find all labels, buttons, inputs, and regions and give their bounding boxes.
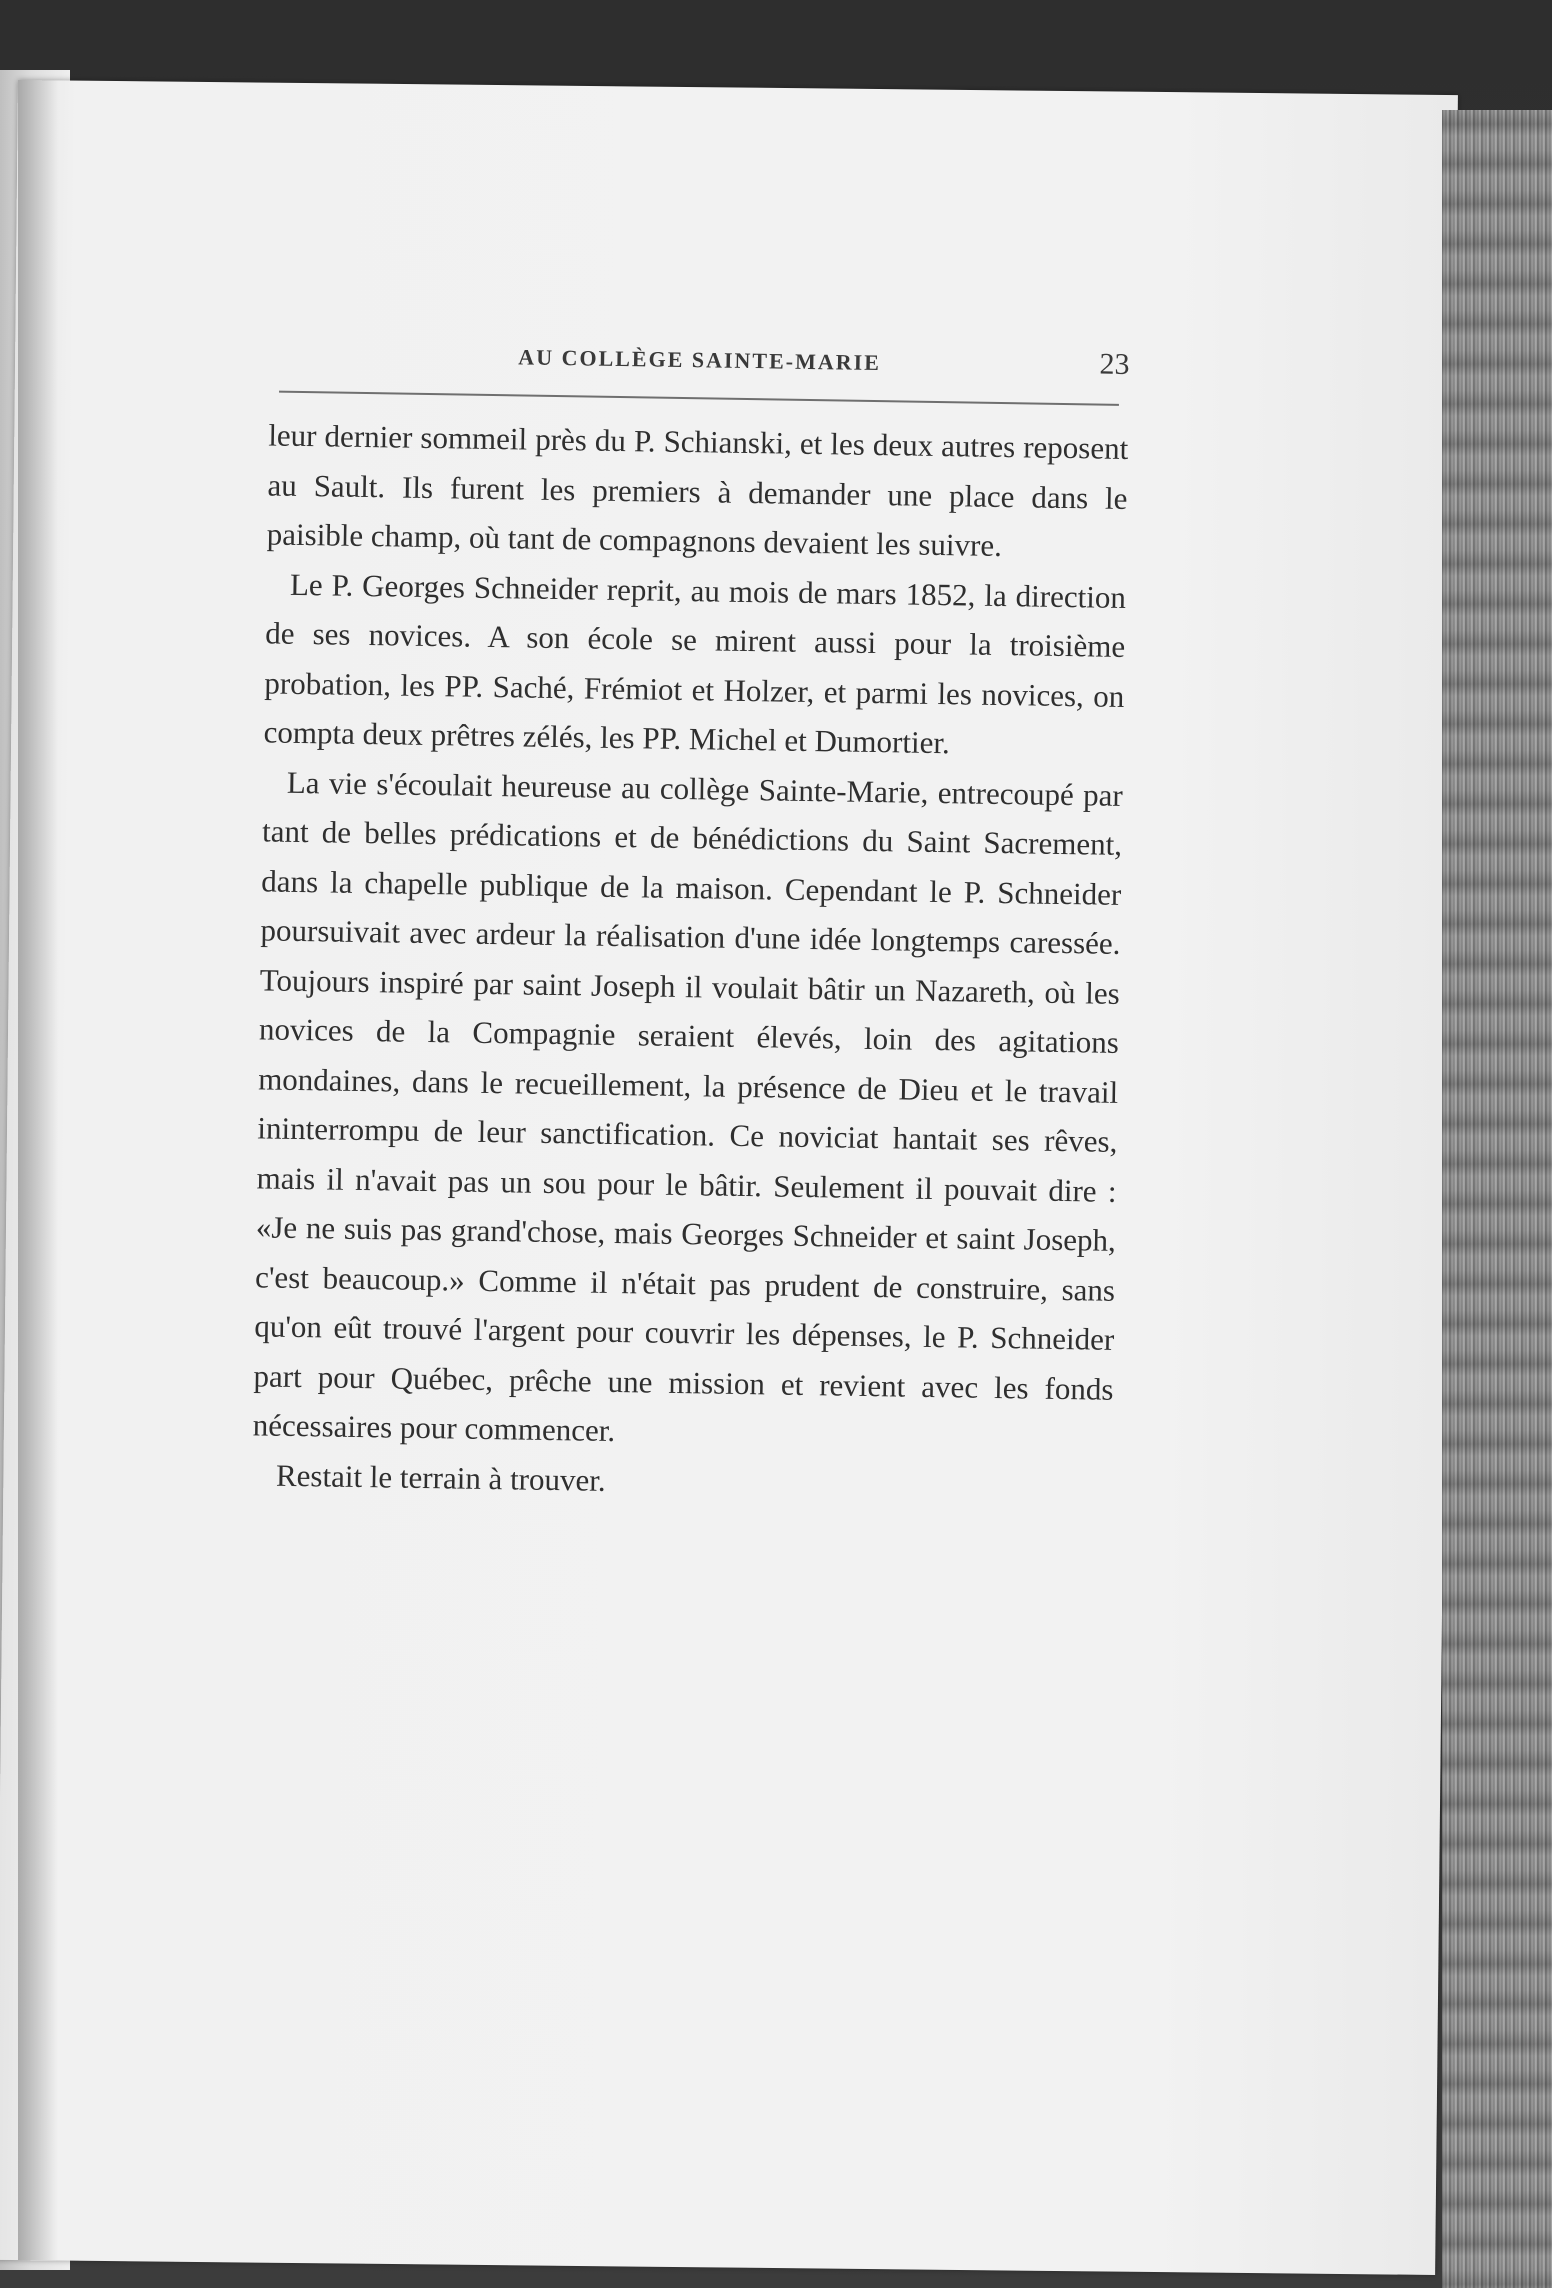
- paragraph-1: leur dernier sommeil près du P. Schianski, et les deux autres reposent au Sault. Ils furent les premiers à demander une place dans le paisible champ, où tant de compagnons devaient les suivre.: [266, 417, 1129, 563]
- page-number: 23: [1099, 347, 1130, 381]
- paragraph-2: Le P. Georges Schneider reprit, au mois de mars 1852, la direction de ses novices. A son école se mirent aussi pour la troisième probation, les PP. Saché, Frémiot et Holzer, et parmi les novices, on compta deux prêtres zélés, les PP. Michel et Dumortier.: [263, 566, 1127, 761]
- running-head: [279, 331, 1130, 406]
- body-text: [252, 410, 1129, 1512]
- gutter-shadow: [18, 80, 58, 2260]
- page-content: [222, 330, 1140, 1513]
- page-stack-edge: [1442, 110, 1552, 2288]
- paragraph-4: Restait le terrain à trouver.: [275, 1457, 606, 1498]
- running-title: AU COLLÈGE SAINTE-MARIE: [518, 344, 882, 376]
- paragraph-3: La vie s'écoulait heureuse au collège Sainte-Marie, entrecoupé par tant de belles prédications et de bénédictions du Saint Sacrement, dans la chapelle publique de la maison. Cependant le P. Schneider poursuivait avec ardeur la réalisation d'une idée longtemps caressée. Toujours inspiré par saint Joseph il voulait bâtir un Nazareth, où les novices de la Compagnie seraient élevés, loin des agitations mondaines, dans le recueillement, la présence de Dieu et le travail ininterrompu de leur sanctification. Ce noviciat hantait ses rêves, mais il n'avait pas un sou pour le bâtir. Seulement il pouvait dire : «Je ne suis pas grand'chose, mais Georges Schneider et saint Joseph, c'est beaucoup.» Comme il n'était pas prudent de construire, sans qu'on eût trouvé l'argent pour couvrir les dépenses, le P. Schneider part pour Québec, prêche une mission et revient avec les fonds nécessaires pour commencer.: [252, 764, 1124, 1449]
